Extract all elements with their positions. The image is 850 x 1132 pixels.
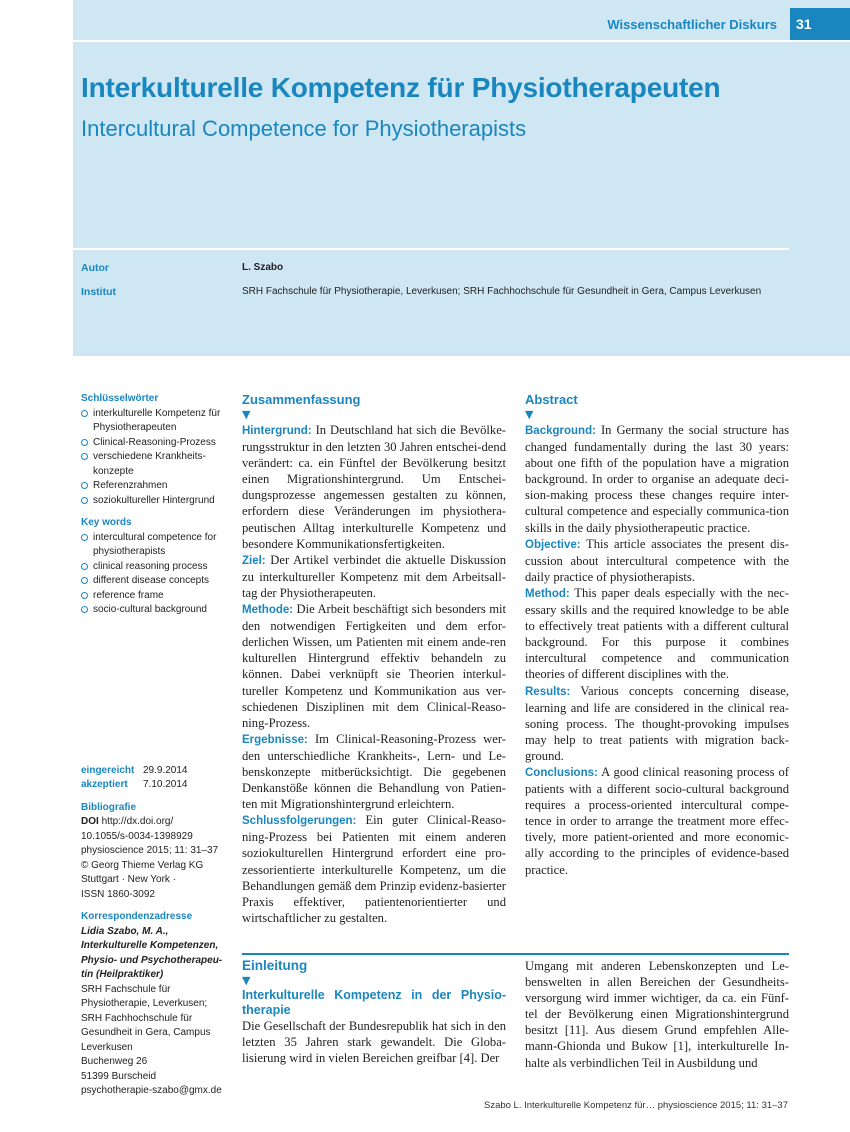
- correspondence-email[interactable]: psychotherapie-szabo@gmx.de: [81, 1085, 222, 1096]
- submitted-date: 29.9.2014: [143, 764, 188, 776]
- abstract-section-text: This article associates the present dis-cussion about intercultural competence with the daily practice of physiotherapists.: [525, 536, 790, 584]
- abstract-section-label: Method:: [525, 587, 570, 600]
- page-footer: Szabo L. Interkulturelle Kompetenz für… physioscience 2015; 11: 31–37: [483, 1100, 788, 1111]
- intro-right-column: Umgang mit anderen Lebenskonzepten und Le-benswelten in allen Bereichen der Gesundheits-versorgung wird immer wichtiger, da ca. ein Fünf-tel der Bevölkerung einen Migrationshintergrund besitzt [11]. Aus diesem Grund empfehlen Alle-mann-Ghionda und Bukow [1], interkulturelle In-halte als verbindlichen Teil in Ausbildung und: [525, 959, 789, 1070]
- biblio-line: 10.1055/s-0034-1398929: [81, 830, 193, 842]
- keyword-de: Referenzrahmen: [81, 479, 231, 494]
- keyword-de: verschiedene Krankheits-konzepte: [81, 450, 231, 479]
- accepted-date: 7.10.2014: [143, 779, 188, 790]
- triangle-marker-icon: ▼: [525, 408, 534, 421]
- abstract-de-heading: Zusammenfassung: [242, 392, 361, 407]
- abstract-section-label: Hintergrund:: [242, 425, 312, 437]
- intro-paragraph: Die Gesellschaft der Bundesrepublik hat sich in den letzten 35 Jahren stark gewandelt. Die Globa-lisierung wird in vielen Bereichen greifbar [4]. Der: [242, 1019, 506, 1066]
- abstract-section-text: Various concepts concerning disease, learning and life are considered in the clinical rea-soning process. The thought-provoking impulses may help to treat patients with migration back-ground.: [525, 683, 789, 763]
- author-label: Autor: [81, 262, 109, 274]
- abstract-section-label: Methode:: [242, 604, 294, 617]
- abstract-section-text: In Deutschland hat sich die Bevölke-rungsstruktur in den letzten 30 Jahren entschei-dend verändert: ca. ein Fünftel der Bevölkerung besitzt einen Migrationshintergrund. Um Entschei-dungsprozesse angemessen gestalten zu können, erfordern diese Veränderungen im physiothera-peutischen Alltag interkulturelle Kompetenz und besondere Kommunikationsfertigkeiten.: [242, 423, 506, 551]
- triangle-marker-icon: ▼: [242, 974, 251, 987]
- header-divider: [73, 40, 850, 42]
- title-english: Intercultural Competence for Physiotherapists: [81, 116, 527, 141]
- accepted-label: akzeptiert: [81, 779, 128, 790]
- abstract-section-text: This paper deals especially with the nec-essary skills and the required knowledge to be able to effectively treat patients with a different cultural background. For this purpose it combines intercultural competence and communication theories of different disciplines with the.: [525, 585, 790, 682]
- sidebar: [81, 392, 231, 1099]
- section-label: Wissenschaftlicher Diskurs: [607, 17, 777, 32]
- header-band: [73, 0, 850, 356]
- doi-link[interactable]: http://dx.doi.org/: [101, 816, 174, 827]
- institute-label: Institut: [81, 286, 116, 298]
- title-german: Interkulturelle Kompetenz für Physiotherapeuten: [81, 72, 721, 103]
- biblio-line: physioscience 2015; 11: 31–37: [81, 845, 219, 856]
- abstract-section-text: Im Clinical-Reasoning-Prozess wer-den unterschiedliche Krankheits-, Lern- und Le-benskonzepte mitberücksichtigt. Die gegebenen Denkanstöße können die Behandlung von Patien-ten mit Migrationshintergrund erleichtern.: [242, 731, 506, 812]
- title-divider: [73, 248, 789, 250]
- correspondence-title: Korrespondenzadresse: [81, 911, 193, 922]
- intro-subheading: Interkulturelle Kompetenz in der Physio-therapie: [242, 988, 506, 1017]
- abstract-section-label: Results:: [525, 685, 571, 698]
- biblio-line: Stuttgart · New York ·: [81, 874, 177, 885]
- abstract-section-label: Objective:: [525, 538, 581, 551]
- doi-label: DOI: [81, 816, 99, 827]
- abstract-section-label: Conclusions:: [525, 766, 598, 779]
- correspondence-line: SRH Fachschule für Physiotherapie, Leverkusen; SRH Fachhochschule für Gesundheit in Gera, Campus Leverkusen: [81, 983, 211, 1053]
- correspondence-line: Buchenweg 26: [81, 1056, 148, 1067]
- submitted-label: eingereicht: [81, 764, 135, 776]
- abstract-section-text: A good clinical reasoning process of patients with a different socio-cultural background requires a process-oriented intercultural compe-tence in order to arrange the treatment more effec-tively, more patient-oriented and more economic-ally according to the principles of evidence-based practice.: [525, 764, 789, 877]
- institute-text: SRH Fachschule für Physiotherapie, Leverkusen; SRH Fachhochschule für Gesundheit in Gera, Campus Leverkusen: [242, 286, 762, 297]
- biblio-line: © Georg Thieme Verlag KG: [81, 859, 204, 871]
- section-rule: [242, 953, 789, 955]
- abstract-section-label: Ergebnisse:: [242, 733, 308, 746]
- abstract-section-text: Ein guter Clinical-Reaso-ning-Prozess bei Patienten mit einem anderen soziokulturellen Hintergrund erfordert eine pro-zessorientierte interkulturelle Kompetenz, um die Behandlungen gemäß dem Prinzip evidenz-basierter Praxis effektiver, patientenorientierter und wirtschaftlicher zu gestalten.: [242, 813, 506, 925]
- abstract-section-text: Die Arbeit beschäftigt sich besonders mit den notwendigen Fertigkeiten und dem erfor-derlichen Wissen, um Patienten mit einem ande-ren kulturellen Hintergrund effektiv behandeln zu können. Dabei verknüpft sie Theorien interkul-tureller Kompetenz und Kommunikation aus ver-schiedenen Disziplinen mit dem Clinical-Reaso-ning-Prozess.: [242, 602, 506, 730]
- keyword-en: socio-cultural background: [81, 603, 231, 618]
- correspondence-line: 51399 Burscheid: [81, 1070, 157, 1082]
- abstract-section-text: In Germany the social structure has changed fundamentally during the last 30 years: about one fifth of the population have a migration background. In order to organise an adequate deci-sion-making process these changes require inter-cultural competence and especially communica-tion skills in the daily physiotherapeutic practice.: [525, 423, 790, 535]
- keyword-de: Clinical-Reasoning-Prozess: [81, 436, 231, 451]
- abstract-section-label: Schlussfolgerungen:: [242, 815, 357, 828]
- biblio-line: ISSN 1860-3092: [81, 888, 155, 900]
- abstract-en-heading: Abstract: [525, 392, 578, 407]
- keywords-en-title: Key words: [81, 517, 132, 528]
- author-name: L. Szabo: [242, 262, 284, 273]
- bibliography-title: Bibliografie: [81, 801, 137, 813]
- keyword-en: intercultural competence for physiotherapists: [81, 531, 231, 560]
- keywords-de-title: Schlüsselwörter: [81, 393, 159, 404]
- abstract-section-label: Background:: [525, 425, 596, 437]
- abstract-section-label: Ziel:: [242, 554, 266, 567]
- keyword-en: clinical reasoning process: [81, 560, 231, 575]
- correspondence-name: Lidia Szabo, M. A., Interkulturelle Kompetenzen, Physio- und Psychotherapeu-tin (Heilpraktiker): [81, 925, 223, 980]
- intro-left-column: [242, 958, 506, 1066]
- keyword-de: soziokultureller Hintergrund: [81, 494, 231, 509]
- intro-heading: Einleitung: [242, 958, 308, 973]
- triangle-marker-icon: ▼: [242, 408, 251, 421]
- abstract-section-text: Der Artikel verbindet die aktuelle Diskussion zu interkultureller Kompetenz mit dem Arbeitsall-tag der Physiotherapeuten.: [242, 552, 506, 600]
- page-number: 31: [790, 8, 850, 40]
- keyword-de: interkulturelle Kompetenz für Physiotherapeuten: [81, 407, 231, 436]
- abstract-german: [242, 392, 506, 926]
- keyword-en: reference frame: [81, 589, 231, 604]
- abstract-english: [525, 392, 789, 878]
- keyword-en: different disease concepts: [81, 574, 231, 589]
